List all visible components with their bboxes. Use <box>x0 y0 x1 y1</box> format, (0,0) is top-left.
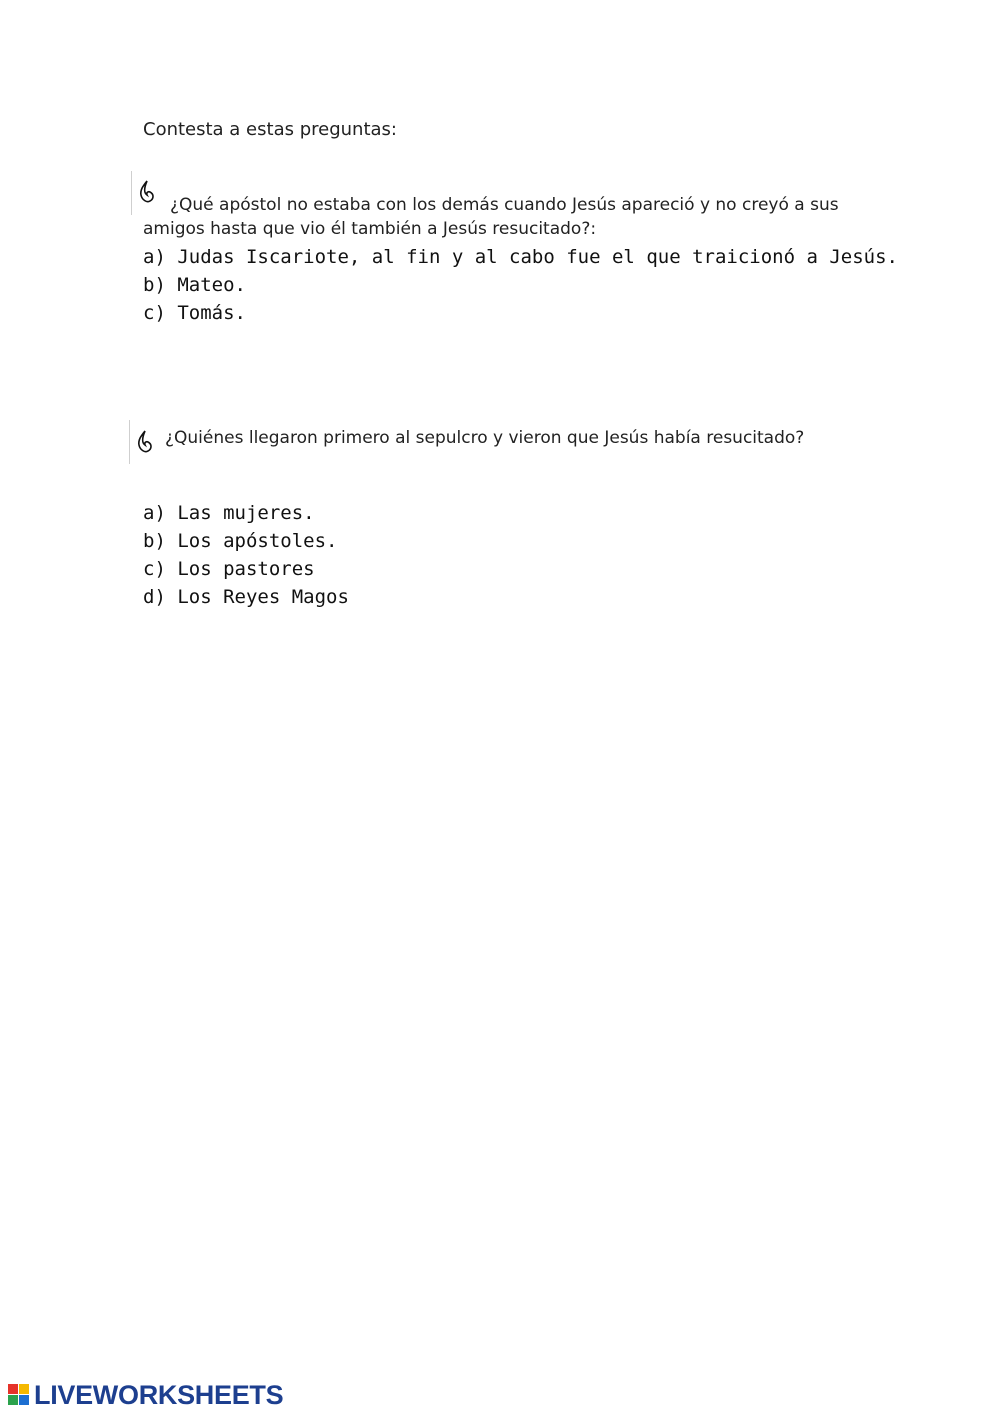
option-a[interactable]: a) Las mujeres. <box>143 502 315 524</box>
option-a[interactable]: a) Judas Iscariote, al fin y al cabo fue el que traicionó a Jesús. <box>143 246 898 268</box>
option-d[interactable]: d) Los Reyes Magos <box>143 586 349 608</box>
question-1-options <box>143 243 898 327</box>
question-2-options <box>143 499 349 611</box>
question-2-text: ¿Quiénes llegaron primero al sepulcro y vieron que Jesús había resucitado? <box>165 428 805 448</box>
logo-grid-icon <box>8 1382 32 1408</box>
brand-name: LIVEWORKSHEETS <box>34 1379 284 1410</box>
option-b[interactable]: b) Los apóstoles. <box>143 530 338 552</box>
question-1-line-1: ¿Qué apóstol no estaba con los demás cuando Jesús apareció y no creyó a sus <box>170 195 839 215</box>
margin-line <box>131 171 132 215</box>
option-c[interactable]: c) Tomás. <box>143 302 246 324</box>
margin-line <box>129 420 130 464</box>
flame-icon <box>136 430 154 454</box>
liveworksheets-logo <box>8 1380 283 1410</box>
question-1-line-2: amigos hasta que vio él también a Jesús resucitado?: <box>143 219 597 239</box>
instructions-text: Contesta a estas preguntas: <box>143 119 397 140</box>
question-1-text <box>143 193 843 241</box>
option-b[interactable]: b) Mateo. <box>143 274 246 296</box>
option-c[interactable]: c) Los pastores <box>143 558 315 580</box>
